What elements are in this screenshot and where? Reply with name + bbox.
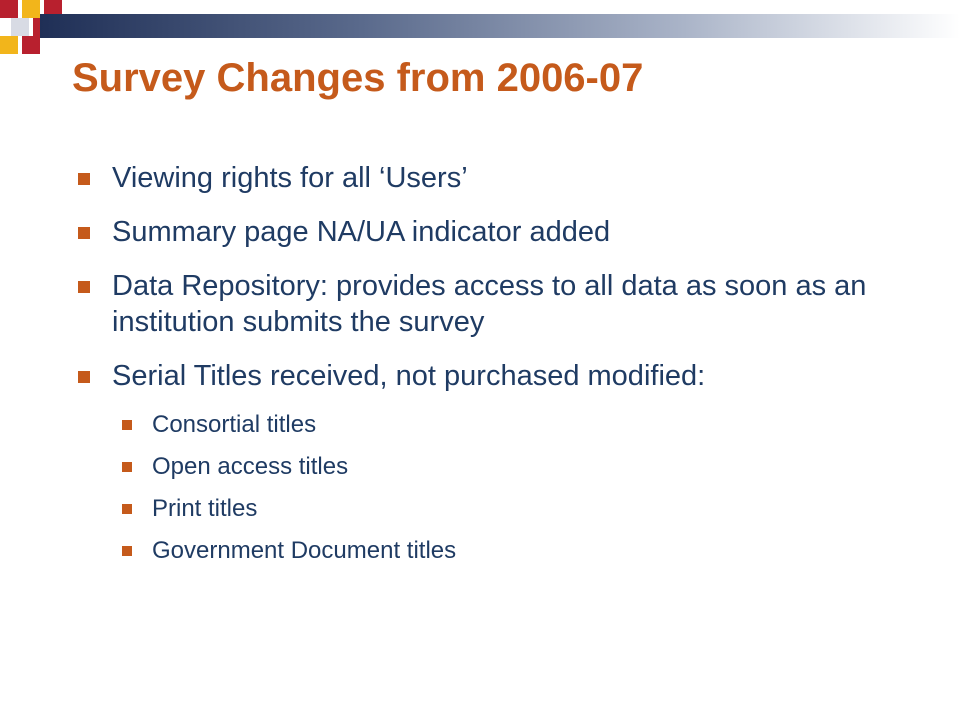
deco-square-red [0,0,18,18]
deco-square-gold [22,0,40,18]
bullet-item [78,160,918,196]
square-bullet-icon [122,462,132,472]
square-bullet-icon [78,227,90,239]
square-bullet-icon [122,504,132,514]
square-bullet-icon [122,546,132,556]
bullet-list [78,160,918,578]
sub-bullet-text: Print titles [152,495,258,522]
square-bullet-icon [122,420,132,430]
sub-bullet-text: Open access titles [152,453,349,480]
bullet-text: Serial Titles received, not purchased modified: [112,360,706,392]
bullet-text: Data Repository: provides access to all data as soon as an institution submits the survey [112,270,867,338]
bullet-text: Summary page NA/UA indicator added [112,216,611,248]
bullet-text: Viewing rights for all ‘Users’ [112,162,468,194]
header-banner [40,14,960,38]
sub-bullet-text: Government Document titles [152,537,457,564]
deco-square-gold [0,36,18,54]
square-bullet-icon [78,281,90,293]
sub-bullet-item [122,452,918,482]
sub-bullet-item [122,494,918,524]
sub-bullet-item [122,536,918,566]
sub-bullet-list [78,410,918,566]
square-bullet-icon [78,173,90,185]
sub-bullet-item [122,410,918,440]
sub-bullet-text: Consortial titles [152,411,317,438]
square-bullet-icon [78,371,90,383]
deco-square-grey [11,18,29,36]
deco-square-red [22,36,40,54]
bullet-item [78,214,918,250]
slide-title: Survey Changes from 2006-07 [72,56,644,100]
bullet-item [78,268,918,340]
bullet-item [78,358,918,394]
